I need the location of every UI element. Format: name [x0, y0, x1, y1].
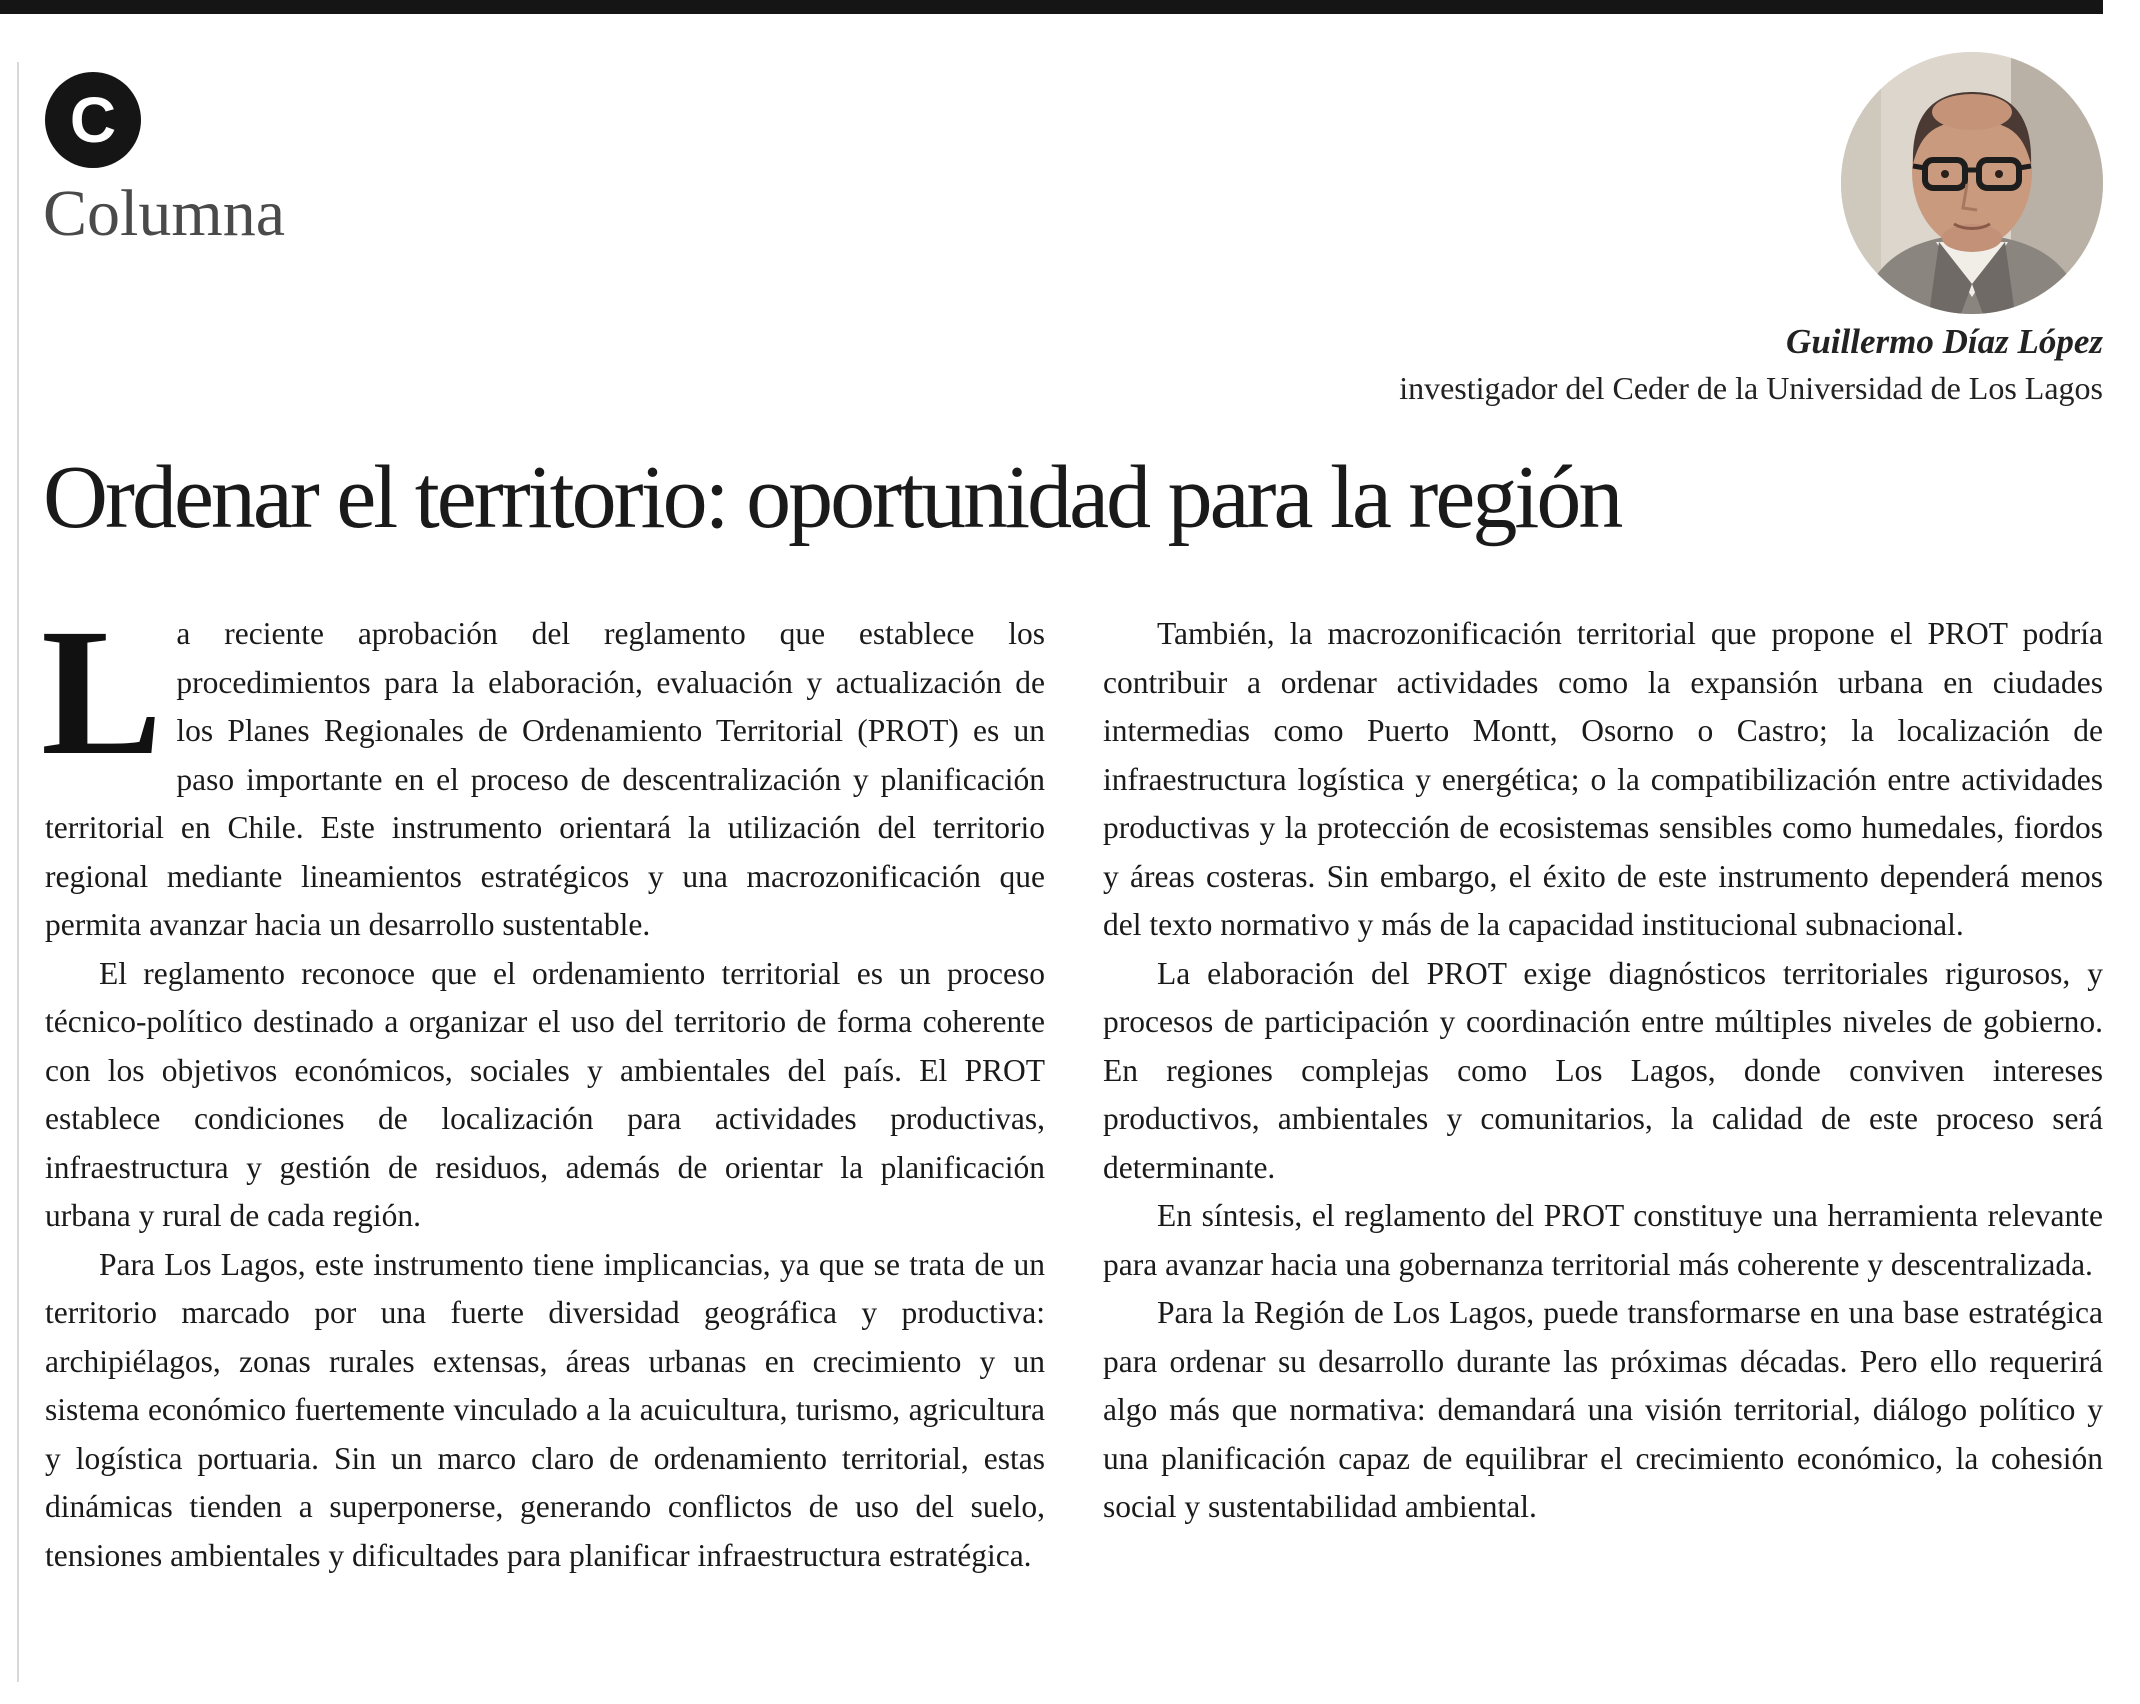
article-headline: Ordenar el territorio: oportunidad para la región — [43, 448, 1621, 547]
article-column-left — [41, 592, 1045, 1680]
article-paragraph: También, la macrozonificación territorial que propone el PROT podría contribuir a ordenar actividades como la expansión urbana en ciudades intermedias como Puerto Montt, Osorno o Castro; la localización de infraestructura logística y energética; o la compatibilización entre actividades productivas y la protección de ecosistemas sensibles como humedales, fiordos y áreas costeras. Sin embargo, el éxito de este instrumento dependerá menos del texto normativo y más de la capacidad institucional subnacional. — [1103, 616, 2103, 942]
section-label: Columna — [43, 177, 285, 250]
author-name: Guillermo Díaz López — [1786, 322, 2103, 361]
article-paragraph: La elaboración del PROT exige diagnósticos territoriales rigurosos, y procesos de participación y coordinación entre múltiples niveles de gobierno. En regiones complejas como Los Lagos, donde conviven intereses productivos, ambientales y comunitarios, la calidad de este proceso será determinante. — [1103, 955, 2103, 1185]
section-badge — [45, 72, 141, 168]
author-photo — [1841, 52, 2103, 314]
left-margin-rule — [17, 62, 19, 1682]
author-portrait-icon — [1841, 52, 2103, 314]
article-column-right — [1103, 610, 2103, 1680]
article-paragraph — [41, 592, 1045, 950]
paragraph-text: a reciente aprobación del reglamento que establece los procedimientos para la elaboración, evaluación y actualización de los Planes Regionales de Ordenamiento Territorial (PROT) es un paso importante en el proceso de descentralización y planificación territorial en Chile. Este instrumento orientará la utilización del territorio regional mediante lineamientos estratégicos y una macrozonificación que permita avanzar hacia un desarrollo sustentable. — [45, 616, 1045, 942]
article-paragraph: En síntesis, el reglamento del PROT constituye una herramienta relevante para avanzar hacia una gobernanza territorial más coherente y descentralizada. — [1103, 1198, 2103, 1282]
author-role: investigador del Ceder de la Universidad de Los Lagos — [1399, 370, 2103, 406]
article-paragraph: El reglamento reconoce que el ordenamiento territorial es un proceso técnico-político destinado a organizar el uso del territorio de forma coherente con los objetivos económicos, sociales y ambientales del país. El PROT establece condiciones de localización para actividades productivas, infraestructura y gestión de residuos, además de orientar la planificación urbana y rural de cada región. — [45, 955, 1045, 1233]
article-paragraph: Para Los Lagos, este instrumento tiene implicancias, ya que se trata de un territorio marcado por una fuerte diversidad geográfica y productiva: archipiélagos, zonas rurales extensas, áreas urbanas en crecimiento y un sistema económico fuertemente vinculado a la acuicultura, turismo, agricultura y logística portuaria. Sin un marco claro de ordenamiento territorial, estas dinámicas tienden a superponerse, generando conflictos de uso del suelo, tensiones ambientales y dificultades para planificar infraestructura estratégica. — [45, 1246, 1045, 1573]
top-rule — [0, 0, 2103, 14]
section-badge-letter: C — [69, 84, 117, 156]
article-paragraph: Para la Región de Los Lagos, puede transformarse en una base estratégica para ordenar su desarrollo durante las próximas décadas. Pero ello requerirá algo más que normativa: demandará una visión territorial, diálogo político y una planificación capaz de equilibrar el crecimiento económico, la cohesión social y sustentabilidad ambiental. — [1103, 1295, 2103, 1524]
drop-cap: L — [41, 592, 163, 793]
